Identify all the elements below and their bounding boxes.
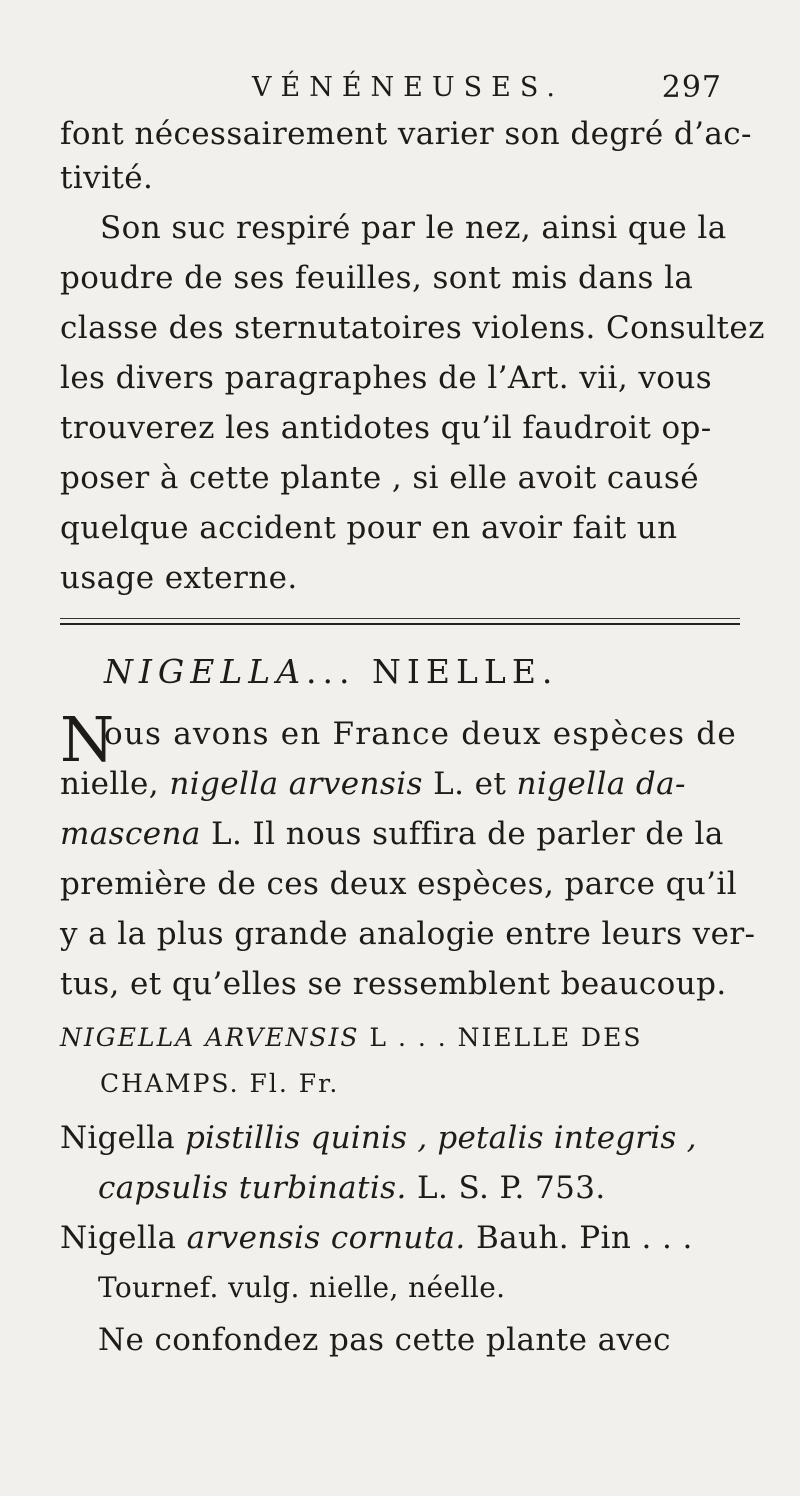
entry-heading: [60, 1018, 642, 1058]
drop-cap: N: [60, 703, 115, 776]
latin-title: NIGELLA: [104, 652, 307, 691]
running-header: [252, 66, 722, 110]
text-line: font nécessairement varier son degré d’ac-: [60, 116, 752, 152]
latin-description: arvensis cornuta.: [186, 1220, 466, 1256]
text-line: usage externe.: [60, 560, 298, 596]
synonym-line: [60, 1216, 693, 1260]
text-line: Son suc respiré par le nez, ainsi que la: [100, 210, 727, 246]
text-line: [60, 762, 686, 806]
header-title: VÉNÉNEUSES.: [252, 72, 564, 103]
text-line: ous avons en France deux espèces de: [104, 716, 737, 752]
text-line: y a la plus grande analogie entre leurs ver-: [60, 916, 756, 952]
text-line: classe des sternutatoires violens. Consultez: [60, 310, 765, 346]
text-line: poudre de ses feuilles, sont mis dans la: [60, 260, 694, 296]
text-line: poser à cette plante , si elle avoit causé: [60, 460, 699, 496]
latin-name: nigella arvensis: [169, 766, 423, 802]
synonym-line: [60, 1116, 697, 1160]
section-heading: [104, 650, 558, 694]
page-number: 297: [661, 70, 722, 105]
section-divider: [60, 618, 740, 625]
french-title: NIELLE.: [372, 652, 559, 691]
text-span: L. Il nous suffira de parler de la: [211, 816, 724, 852]
text-line: tivité.: [60, 160, 154, 196]
text-line: trouverez les antidotes qu’il faudroit op-: [60, 410, 712, 446]
synonym-line: [98, 1166, 606, 1210]
entry-heading-line2: CHAMPS. Fl. Fr.: [100, 1069, 340, 1098]
reference: L. S. P. 753.: [417, 1170, 606, 1206]
text-span: Nigella: [60, 1220, 177, 1256]
latin-description: capsulis turbinatis.: [98, 1170, 407, 1206]
latin-name: nigella da-: [516, 766, 686, 802]
text-line: première de ces deux espèces, parce qu’il: [60, 866, 738, 902]
text-line: les divers paragraphes de l’Art. vii, vous: [60, 360, 712, 396]
entry-latin-name: NIGELLA ARVENSIS: [60, 1023, 360, 1052]
text-span: L. et: [433, 766, 507, 802]
entry-french-name: L . . . NIELLE DES: [369, 1023, 643, 1052]
text-line: [60, 812, 724, 856]
text-span: nielle,: [60, 766, 160, 802]
latin-description: pistillis quinis , petalis integris ,: [185, 1120, 697, 1156]
text-line: Ne confondez pas cette plante avec: [98, 1322, 671, 1358]
text-line: tus, et qu’elles se ressemblent beaucoup.: [60, 966, 727, 1002]
synonym-line: Tournef. vulg. nielle, néelle.: [98, 1271, 506, 1304]
text-span: Nigella: [60, 1120, 175, 1156]
reference: Bauh. Pin . . .: [475, 1220, 693, 1256]
title-dots: ...: [306, 652, 356, 691]
text-line: quelque accident pour en avoir fait un: [60, 510, 678, 546]
latin-name: mascena: [60, 816, 201, 852]
